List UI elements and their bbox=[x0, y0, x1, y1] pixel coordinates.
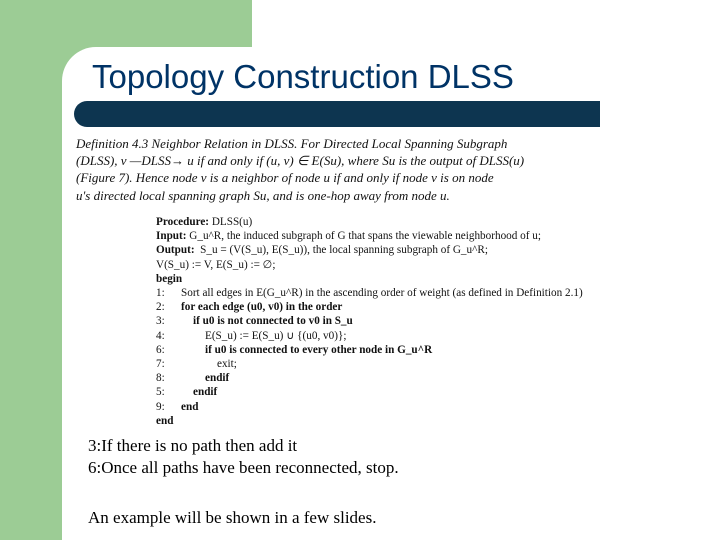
algorithm-steps bbox=[156, 286, 656, 414]
algorithm-step-row bbox=[156, 343, 656, 357]
algorithm-step-row bbox=[156, 300, 656, 314]
algorithm-step-row bbox=[156, 314, 656, 328]
step-number: 6: bbox=[156, 343, 165, 356]
init-text: V(S_u) := V, E(S_u) := ∅; bbox=[156, 258, 276, 271]
output-row bbox=[156, 243, 656, 257]
step-number: 9: bbox=[156, 400, 165, 413]
input-label: Input: bbox=[156, 230, 187, 243]
note-spacer bbox=[88, 479, 399, 507]
step-number: 8: bbox=[156, 372, 165, 385]
step-text: end bbox=[181, 400, 199, 413]
output-label: Output: bbox=[156, 244, 195, 257]
step-number: 4: bbox=[156, 329, 165, 342]
algorithm-step-row bbox=[156, 286, 656, 300]
procedure-row bbox=[156, 215, 656, 229]
step-text: Sort all edges in E(G_u^R) in the ascending order of weight (as defined in Definition 2.1) bbox=[181, 287, 583, 300]
definition-block bbox=[76, 135, 566, 204]
definition-line-3: (Figure 7). Hence node v is a neighbor of node u if and only if node v is on node bbox=[76, 170, 494, 186]
note-line-1: 3:If there is no path then add it bbox=[88, 436, 298, 455]
algorithm-step-row bbox=[156, 329, 656, 343]
step-number: 7: bbox=[156, 358, 165, 371]
procedure-value: DLSS(u) bbox=[211, 216, 253, 228]
step-text: exit; bbox=[217, 358, 237, 371]
step-text: if u0 is not connected to v0 in S_u bbox=[193, 315, 353, 328]
algorithm-step-row bbox=[156, 400, 656, 414]
step-number: 3: bbox=[156, 315, 165, 328]
step-text: endif bbox=[193, 386, 218, 399]
algorithm-step-row bbox=[156, 371, 656, 385]
step-text: for each edge (u0, v0) in the order bbox=[181, 301, 343, 314]
end-row bbox=[156, 414, 656, 428]
input-value: G_u^R, the induced subgraph of G that spans the viewable neighborhood of u; bbox=[189, 230, 541, 243]
algorithm-step-row bbox=[156, 357, 656, 371]
output-value: S_u = (V(S_u), E(S_u)), the local spanning subgraph of G_u^R; bbox=[200, 244, 488, 257]
step-text: E(S_u) := E(S_u) ∪ {(u0, v0)}; bbox=[205, 329, 347, 342]
init-row bbox=[156, 258, 656, 272]
title-underline-bar bbox=[74, 101, 600, 127]
procedure-label: Procedure: bbox=[156, 216, 210, 228]
note-line-3: An example will be shown in a few slides. bbox=[88, 508, 377, 527]
definition-line-1: For Directed Local Spanning Subgraph bbox=[300, 136, 508, 151]
step-number: 1: bbox=[156, 287, 165, 300]
definition-line-2: (DLSS), v —DLSS→ u if and only if (u, v) ∈ E(Su), where Su is the output of DLSS(u) bbox=[76, 153, 525, 169]
end-keyword: end bbox=[156, 414, 174, 427]
green-left-strip bbox=[0, 0, 62, 540]
note-line-2: 6:Once all paths have been reconnected, stop. bbox=[88, 458, 399, 477]
slide-title: Topology Construction DLSS bbox=[92, 58, 514, 95]
input-row bbox=[156, 229, 656, 243]
step-text: if u0 is connected to every other node in G_u^R bbox=[205, 343, 433, 356]
step-number: 5: bbox=[156, 386, 165, 399]
algorithm-step-row bbox=[156, 385, 656, 399]
begin-keyword: begin bbox=[156, 272, 183, 285]
definition-head: Definition 4.3 Neighbor Relation in DLSS. bbox=[76, 136, 298, 151]
definition-line-4: u's directed local spanning graph Su, and is one-hop away from node u. bbox=[76, 187, 450, 203]
step-number: 2: bbox=[156, 301, 165, 314]
notes-block bbox=[88, 435, 399, 529]
algorithm-block bbox=[156, 215, 656, 428]
step-text: endif bbox=[205, 372, 230, 385]
begin-row bbox=[156, 272, 656, 286]
